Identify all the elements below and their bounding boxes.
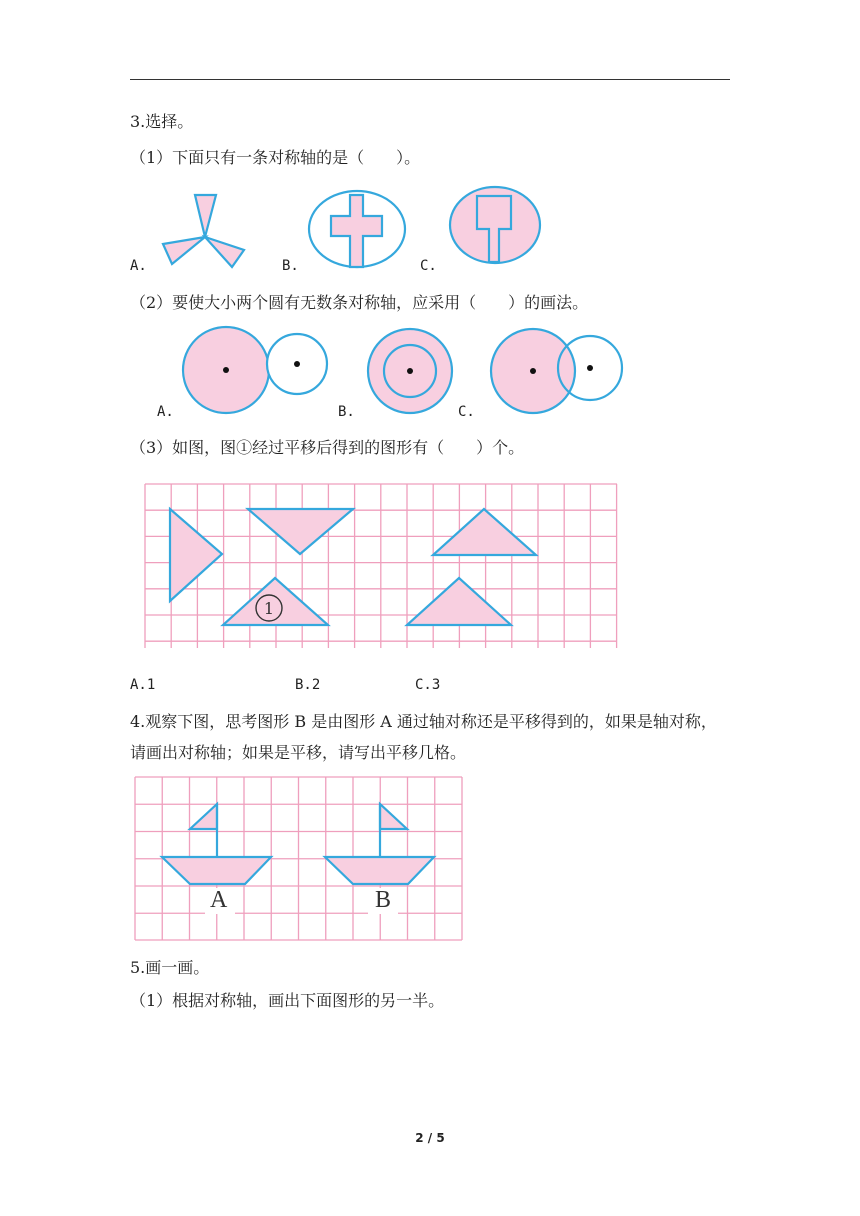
center-dot xyxy=(223,367,229,373)
center-dot xyxy=(294,361,300,367)
q3-sub3-question: （3）如图，图①经过平移后得到的图形有（ ）个。 xyxy=(130,438,525,457)
page-number: 2 / 5 xyxy=(415,1131,445,1145)
q3-sub3-option-a: A.1 xyxy=(130,677,156,693)
hull-a xyxy=(162,857,271,884)
q3-sub1-question: （1）下面只有一条对称轴的是（ ）。 xyxy=(130,148,421,167)
q3-sub2-figures xyxy=(0,0,860,420)
triangle-down-pointing xyxy=(248,509,353,554)
boat-b xyxy=(325,804,434,884)
q3-sub2-question: （2）要使大小两个圆有无数条对称轴，应采用（ ）的画法。 xyxy=(130,293,589,312)
boat-b-label: B xyxy=(375,887,392,913)
marker-number: 1 xyxy=(263,599,275,618)
q4-grid xyxy=(135,777,462,940)
triangle-figure-1 xyxy=(223,578,328,625)
flag-b xyxy=(380,804,407,829)
q3-title: 3.选择。 xyxy=(130,112,194,131)
q3-sub2-option-a: A. xyxy=(157,404,174,420)
q3-sub2-option-c: C. xyxy=(458,404,475,420)
hull-b xyxy=(325,857,434,884)
q4-line2: 请画出对称轴；如果是平移，请写出平移几格。 xyxy=(130,743,467,762)
triangle-right-pointing xyxy=(170,509,222,601)
q3-sub3-grid xyxy=(145,484,617,648)
q3-sub1-option-a: A. xyxy=(130,258,147,274)
boat-a xyxy=(162,804,271,884)
figure-c-overlapping-circles xyxy=(491,329,622,413)
q5-sub1: （1）根据对称轴，画出下面图形的另一半。 xyxy=(130,991,445,1010)
center-dot xyxy=(407,368,413,374)
flag-a xyxy=(190,804,217,829)
triangle-up-pointing xyxy=(433,509,536,555)
q3-sub1-option-c: C. xyxy=(420,258,437,274)
q3-sub3-option-c: C.3 xyxy=(415,677,441,693)
center-dot xyxy=(530,368,536,374)
q3-sub2-option-b: B. xyxy=(338,404,355,420)
boat-a-label: A xyxy=(210,887,228,913)
grid-lines xyxy=(145,484,617,648)
figure-a-separate-circles xyxy=(183,327,327,413)
triangle-up-pointing xyxy=(407,578,511,625)
q5-title: 5.画一画。 xyxy=(130,958,210,977)
q3-sub1-option-b: B. xyxy=(282,258,299,274)
q4-line1: 4.观察下图，思考图形 B 是由图形 A 通过轴对称还是平移得到的，如果是轴对称， xyxy=(130,712,717,731)
q3-sub3-option-b: B.2 xyxy=(295,677,321,693)
figure-b-concentric-circles xyxy=(368,329,452,413)
center-dot xyxy=(587,365,593,371)
